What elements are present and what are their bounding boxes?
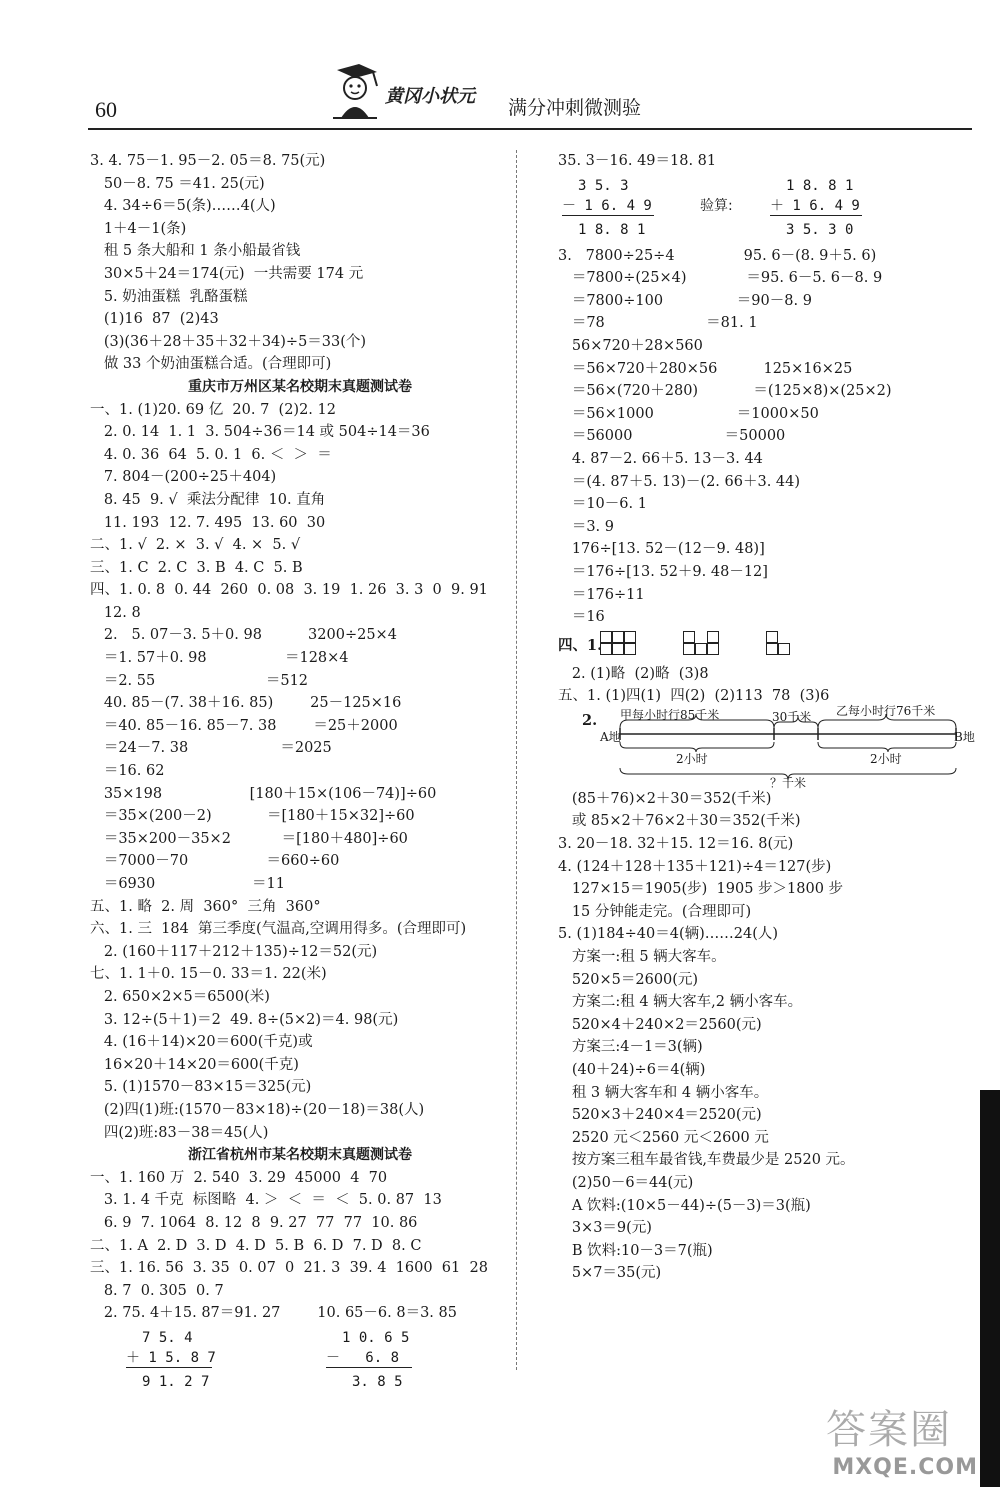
mascot-icon xyxy=(325,62,385,122)
page-edge-shadow xyxy=(980,1090,1000,1487)
answer-line: 或 85×2＋76×2＋30＝352(千米) xyxy=(558,813,801,830)
answer-line: 11. 193 12. 7. 495 13. 60 30 xyxy=(90,514,326,531)
answer-line: (85＋76)×2＋30＝352(千米) xyxy=(558,790,772,807)
answer-line: 四(2)班:83－38＝45(人) xyxy=(90,1124,269,1141)
answer-line: B 饮料:10－3＝7(瓶) xyxy=(558,1242,713,1259)
answer-line: 5. (1)184÷40＝4(辆)……24(人) xyxy=(558,926,779,943)
answer-line: 六、1. 三 184 第三季度(气温高,空调用得多。(合理即可) xyxy=(90,921,467,938)
answer-line: 七、1. 1＋0. 15－0. 33＝1. 22(米) xyxy=(90,966,327,983)
answer-line: 40. 85－(7. 38＋16. 85) 25－125×16 xyxy=(90,695,402,712)
left-answer-lines xyxy=(90,150,510,1325)
vcalc-d-bar xyxy=(770,215,862,216)
car-b-speed-label: 乙每小时行76千米 xyxy=(836,703,936,718)
answer-line: 1＋4－1(条) xyxy=(90,220,187,237)
answer-line: 12. 8 xyxy=(90,604,141,621)
brand-logo: 黄冈小状元 xyxy=(385,86,475,106)
answer-line: ＝7800÷100 ＝90－8. 9 xyxy=(558,292,812,309)
answer-line: 4. (16＋14)×20＝600(千克)或 xyxy=(90,1034,313,1051)
cube-nets xyxy=(558,629,978,663)
answer-line: 176÷[13. 52－(12－9. 48)] xyxy=(558,541,765,558)
vcalc-c-top: 3 5. 3 xyxy=(578,177,629,194)
answer-line: ＝56×(720＋280) ＝(125×8)×(25×2) xyxy=(558,383,892,400)
net-view-top xyxy=(683,631,719,655)
answer-line: ＝2. 55 ＝512 xyxy=(90,672,309,689)
vcalc-b-bar xyxy=(326,1367,412,1368)
answer-line: ＝56×1000 ＝1000×50 xyxy=(558,405,819,422)
total-distance-label: ？千米 xyxy=(770,775,807,790)
answer-line: 30×5＋24＝174(元) 一共需要 174 元 xyxy=(90,265,364,282)
answer-line: 方案一:租 5 辆大客车。 xyxy=(558,949,726,966)
answer-line: ＝176÷[13. 52＋9. 48－12] xyxy=(558,563,768,580)
answer-line: (2)50－6＝44(元) xyxy=(558,1174,694,1191)
vcalc-d-mid: ＋ 1 6. 4 9 xyxy=(770,197,860,214)
answer-line: 2. 0. 14 1. 1 3. 504÷36＝14 或 504÷14＝36 xyxy=(90,424,430,441)
answer-line: 三、1. C 2. C 3. B 4. C 5. B xyxy=(90,559,303,576)
answer-line: 2520 元＜2560 元＜2600 元 xyxy=(558,1129,769,1146)
answer-line: 520×5＝2600(元) xyxy=(558,971,699,988)
column-divider xyxy=(516,150,517,1370)
answer-line: 15 分钟能走完。(合理即可) xyxy=(558,903,752,920)
answer-line: 3. 1. 4 千克 标图略 4. ＞ ＜ ＝ ＜ 5. 0. 87 13 xyxy=(90,1192,442,1209)
answer-line: ＝6930 ＝11 xyxy=(90,876,285,892)
time-left-label: 2小时 xyxy=(676,751,708,766)
answer-line: 按方案三租车最省钱,车费最少是 2520 元。 xyxy=(558,1152,855,1169)
book-title: 满分冲刺微测验 xyxy=(508,97,642,119)
answer-line: 2. (1)略 (2)略 (3)8 xyxy=(558,665,709,682)
answer-line: 二、1. A 2. D 3. D 4. D 5. B 6. D 7. D 8. C xyxy=(90,1237,422,1254)
watermark-site: MXQE.COM xyxy=(832,1455,978,1480)
right-answer-lines-3 xyxy=(558,788,978,1285)
answer-line: ＝7000－70 ＝660÷60 xyxy=(90,853,340,870)
answer-line: ＝3. 9 xyxy=(558,518,614,535)
vcalc-b-top: 1 0. 6 5 xyxy=(342,1329,410,1346)
answer-line: ＝35×200－35×2 ＝[180＋480]÷60 xyxy=(90,830,408,847)
answer-line: 8. 7 0. 305 0. 7 xyxy=(90,1282,224,1299)
answer-line: ＝(4. 87＋5. 13)－(2. 66＋3. 44) xyxy=(558,473,801,490)
vcalc-a-top: 7 5. 4 xyxy=(142,1329,193,1346)
vcalc-a-bar xyxy=(126,1367,212,1368)
vcalc-a-bot: 9 1. 2 7 xyxy=(142,1373,210,1390)
answer-line: (40＋24)÷6＝4(辆) xyxy=(558,1062,706,1078)
line-diagram xyxy=(558,703,978,790)
answer-line: 5. 奶油蛋糕 乳酪蛋糕 xyxy=(90,288,248,305)
answer-line: ＝35×(200－2) ＝[180＋15×32]÷60 xyxy=(90,808,415,825)
answer-line: 3. 7800÷25÷4 95. 6－(8. 9＋5. 6) xyxy=(558,247,877,264)
answer-line: ＝16 xyxy=(558,609,605,626)
answer-line: ＝7800÷(25×4) ＝95. 6－5. 6－8. 9 xyxy=(558,270,883,287)
answer-line: 四、1. 0. 8 0. 44 260 0. 08 3. 19 1. 26 3. 3 0 9. 91 xyxy=(90,582,488,599)
answer-line: 16×20＋14×20＝600(千克) xyxy=(90,1056,299,1073)
answer-line: 520×4＋240×2＝2560(元) xyxy=(558,1016,762,1033)
answer-line: 5. (1)1570－83×15＝325(元) xyxy=(90,1079,312,1096)
right-vertical-calculation xyxy=(558,173,978,245)
answer-line: (1)16 87 (2)43 xyxy=(90,311,219,328)
answer-line: ＝16. 62 xyxy=(90,763,165,780)
answer-line: 一、1. (1)20. 69 亿 20. 7 (2)2. 12 xyxy=(90,401,336,418)
gap-distance-label: 30千米 xyxy=(772,709,812,724)
vcalc-b-bot: 3. 8 5 xyxy=(352,1373,403,1390)
answer-line: 二、1. √ 2. × 3. √ 4. × 5. √ xyxy=(90,537,301,554)
answer-line: ＝10－6. 1 xyxy=(558,496,647,513)
time-right-label: 2小时 xyxy=(870,751,902,766)
header-rule xyxy=(88,128,972,130)
point-b-label: B地 xyxy=(954,729,975,744)
diagram-number: 2. xyxy=(582,711,598,729)
answer-line: 50－8. 75 ＝41. 25(元) xyxy=(90,175,265,192)
answer-line: ＝24－7. 38 ＝2025 xyxy=(90,740,332,757)
vcalc-a-mid: ＋ 1 5. 8 7 xyxy=(126,1349,216,1366)
answer-line: 方案二:租 4 辆大客车,2 辆小客车。 xyxy=(558,994,803,1011)
answer-line: 五、1. 略 2. 周 360° 三角 360° xyxy=(90,898,321,915)
answer-line: 2. 5. 07－3. 5＋0. 98 3200÷25×4 xyxy=(90,627,397,644)
left-vertical-calculation xyxy=(90,1325,510,1395)
answer-line: 2. 650×2×5＝6500(米) xyxy=(90,988,270,1005)
answer-line: 3. 20－18. 32＋15. 12＝16. 8(元) xyxy=(558,836,794,853)
answer-line: 4. 87－2. 66＋5. 13－3. 44 xyxy=(558,450,763,467)
answer-line: 租 3 辆大客车和 4 辆小客车。 xyxy=(558,1084,769,1101)
answer-line: 三、1. 16. 56 3. 35 0. 07 0 21. 3 39. 4 1600 61 28 xyxy=(90,1260,488,1277)
answer-line: 2. 75. 4＋15. 87＝91. 27 10. 65－6. 8＝3. 85 xyxy=(90,1305,457,1322)
answer-line: 35. 3－16. 49＝18. 81 xyxy=(558,153,717,169)
answer-line: ＝78 ＝81. 1 xyxy=(558,315,758,332)
answer-line: 3×3＝9(元) xyxy=(558,1220,652,1237)
answer-line: 3. 4. 75－1. 95－2. 05＝8. 75(元) xyxy=(90,153,326,169)
vcalc-c-mid: － 1 6. 4 9 xyxy=(562,197,652,214)
left-column xyxy=(90,150,510,1395)
page-header xyxy=(0,0,1000,140)
answer-line: 4. 0. 36 64 5. 0. 1 6. ＜ ＞ ＝ xyxy=(90,446,332,463)
answer-line: 做 33 个奶油蛋糕合适。(合理即可) xyxy=(90,356,332,373)
grid-label: 四、1. xyxy=(558,636,603,654)
answer-line: 520×3＋240×4＝2520(元) xyxy=(558,1107,762,1124)
section-heading: 浙江省杭州市某名校期末真题测试卷 xyxy=(188,1147,412,1164)
answer-line: 4. (124＋128＋135＋121)÷4＝127(步) xyxy=(558,858,832,875)
answer-line: 6. 9 7. 1064 8. 12 8 9. 27 77 77 10. 86 xyxy=(90,1214,418,1231)
right-column xyxy=(558,150,978,1285)
answer-line: (2)四(1)班:(1570－83×18)÷(20－18)＝38(人) xyxy=(90,1101,425,1118)
answer-line: 35×198 [180＋15×(106－74)]÷60 xyxy=(90,785,437,802)
answer-line: 8. 45 9. √ 乘法分配律 10. 直角 xyxy=(90,491,326,508)
answer-line: ＝40. 85－16. 85－7. 38 ＝25＋2000 xyxy=(90,717,398,734)
net-view-front xyxy=(600,631,636,655)
answer-line: A 饮料:(10×5－44)÷(5－3)＝3(瓶) xyxy=(558,1197,811,1214)
answer-line: 方案三:4－1＝3(辆) xyxy=(558,1039,703,1056)
answer-line: (3)(36＋28＋35＋32＋34)÷5＝33(个) xyxy=(90,333,367,350)
vcalc-c-bar xyxy=(562,215,654,216)
section-heading: 重庆市万州区某名校期末真题测试卷 xyxy=(188,378,412,395)
answer-line: 租 5 条大船和 1 条小船最省钱 xyxy=(90,243,301,260)
answer-line: 4. 34÷6＝5(条)……4(人) xyxy=(90,198,276,215)
car-a-speed-label: 甲每小时行85千米 xyxy=(620,707,720,722)
point-a-label: A地 xyxy=(600,729,621,744)
vcalc-b-mid: － 6. 8 xyxy=(326,1349,400,1366)
answer-line: ＝56000 ＝50000 xyxy=(558,428,786,445)
answer-line: 五、1. (1)四(1) 四(2) (2)113 78 (3)6 xyxy=(558,688,830,705)
answer-line: 一、1. 160 万 2. 540 3. 29 45000 4 70 xyxy=(90,1169,388,1186)
answer-line: 127×15＝1905(步) 1905 步＞1800 步 xyxy=(558,881,844,898)
answer-line: 3. 12÷(5＋1)＝2 49. 8÷(5×2)＝4. 98(元) xyxy=(90,1011,399,1028)
answer-line: 2. (160＋117＋212＋135)÷12＝52(元) xyxy=(90,943,378,960)
answer-line: 5×7＝35(元) xyxy=(558,1265,662,1282)
vcalc-d-bot: 3 5. 3 0 xyxy=(786,221,854,238)
answer-line: 56×720＋28×560 xyxy=(558,337,703,354)
answer-line: 7. 804－(200÷25＋404) xyxy=(90,469,277,486)
vcalc-d-top: 1 8. 8 1 xyxy=(786,177,854,194)
net-view-side xyxy=(766,631,790,655)
watermark-logo: 答案圈 xyxy=(826,1407,952,1453)
answer-line: ＝1. 57＋0. 98 ＝128×4 xyxy=(90,650,349,667)
answer-line: ＝176÷11 xyxy=(558,586,645,603)
right-answer-lines xyxy=(558,245,978,629)
check-label: 验算: xyxy=(700,197,733,214)
page-number: 60 xyxy=(95,97,117,122)
vcalc-c-bot: 1 8. 8 1 xyxy=(578,221,646,238)
answer-line: ＝56×720＋280×56 125×16×25 xyxy=(558,360,853,377)
